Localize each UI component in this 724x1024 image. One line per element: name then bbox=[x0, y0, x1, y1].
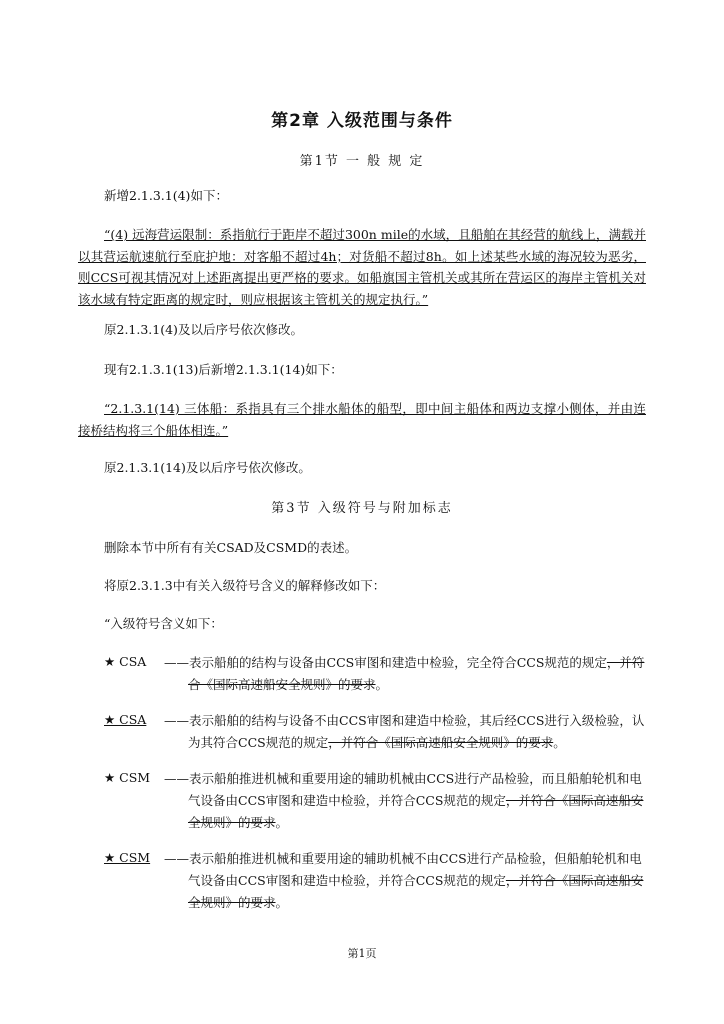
struck-text: ，并符合《国际高速船安全规则》的要求 bbox=[328, 735, 554, 750]
chapter-title: 第2章 入级范围与条件 bbox=[271, 111, 453, 131]
paragraph-new-item: 新增2.1.3.1(4)如下： bbox=[104, 188, 228, 203]
quote-trimaran bbox=[78, 398, 646, 441]
paragraph-delete: 删除本节中所有有关CSAD及CSMD的表述。 bbox=[104, 540, 358, 555]
page-number: 第1页 bbox=[347, 947, 377, 960]
quote-text: “(4) 远海营运限制：系指航行于距岸不超过300n mile的水域，且船舶在其经营的航线上，满载并以其营运航速航行至庇护地：对客船不超过4h；对货船不超过8h。如上述某些水域的海况较为恶劣，则CCS可视其情况对上述距离提出更严格的要求。如船旗国主管机关或其所在营运区的海岸主管机关对该水域有特定距离的规定时，则应根据该主管机关的规定执行。” bbox=[78, 227, 646, 307]
symbol-description bbox=[164, 710, 647, 754]
description-text: 为其符合CCS规范的规定 bbox=[188, 735, 329, 750]
symbol-description bbox=[164, 768, 647, 834]
struck-text: ，并符合《国际高速船安全规则》的要求 bbox=[188, 793, 644, 830]
section-1-title: 第1节 一 般 规 定 bbox=[299, 154, 425, 169]
description-text: ——表示船舶的结构与设备由CCS审图和建造中检验，完全符合CCS规范的规定 bbox=[164, 655, 607, 670]
quote-far-sea-restriction bbox=[78, 224, 646, 310]
class-symbol: ★ CSA bbox=[104, 712, 147, 727]
struck-text: ，并符 bbox=[606, 655, 645, 670]
paragraph-symbols-intro: “入级符号含义如下： bbox=[104, 616, 223, 631]
description-tail: 。 bbox=[375, 677, 389, 692]
class-symbol: ★ CSM bbox=[104, 770, 151, 785]
symbol-description bbox=[164, 652, 647, 696]
paragraph-new-item-2: 现有2.1.3.1(13)后新增2.1.3.1(14)如下： bbox=[104, 362, 343, 377]
description-tail: 。 bbox=[275, 815, 289, 830]
section-3-title: 第3节 入级符号与附加标志 bbox=[271, 501, 453, 516]
paragraph-renumber-2: 原2.1.3.1(14)及以后序号依次修改。 bbox=[104, 460, 311, 475]
quote-text: “2.1.3.1(14) 三体船：系指具有三个排水船体的船型，即中间主船体和两边支撑小侧体，并由连接桥结构将三个船体相连。” bbox=[78, 401, 646, 438]
description-text: ——表示船舶推进机械和重要用途的辅助机械不由CCS进行产品检验，但船舶轮机和电 bbox=[164, 851, 642, 866]
description-text: ——表示船舶的结构与设备不由CCS审图和建造中检验，其后经CCS进行入级检验，认 bbox=[164, 713, 645, 728]
description-text: 气设备由CCS审图和建造中检验，并符合CCS规范的规定 bbox=[188, 873, 506, 888]
description-text: ——表示船舶推进机械和重要用途的辅助机械由CCS进行产品检验，而且船舶轮机和电 bbox=[164, 771, 642, 786]
description-tail: 。 bbox=[275, 895, 289, 910]
description-text: 气设备由CCS审图和建造中检验，并符合CCS规范的规定 bbox=[188, 793, 506, 808]
class-symbol: ★ CSA bbox=[104, 654, 147, 669]
paragraph-renumber-1: 原2.1.3.1(4)及以后序号依次修改。 bbox=[104, 322, 303, 337]
struck-text: 合《国际高速船安全规则》的要求 bbox=[188, 677, 376, 692]
class-symbol: ★ CSM bbox=[104, 850, 151, 865]
description-tail: 。 bbox=[553, 735, 566, 750]
paragraph-modify: 将原2.3.1.3中有关入级符号含义的解释修改如下： bbox=[104, 578, 386, 593]
symbol-description bbox=[164, 848, 647, 914]
struck-text: ，并符合《国际高速船安全规则》的要求 bbox=[188, 873, 644, 910]
